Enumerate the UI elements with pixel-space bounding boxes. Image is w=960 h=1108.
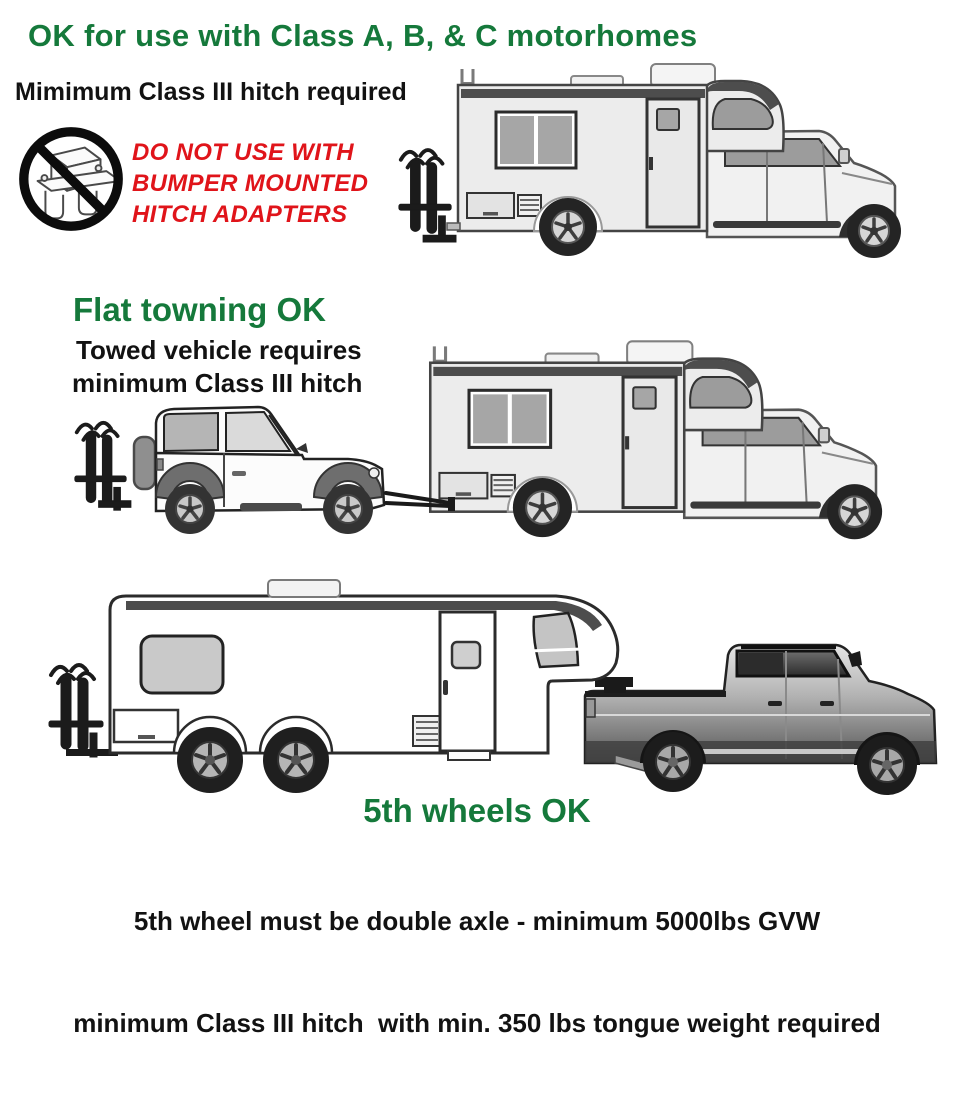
spare-tire (134, 437, 155, 489)
vent-grille (491, 475, 514, 496)
warning-line-2: BUMPER MOUNTED (132, 170, 369, 197)
section3-requirements (30, 836, 924, 1108)
bike-rack-icon (49, 665, 103, 757)
jeep-front-wheel (323, 484, 373, 534)
section1-heading: OK for use with Class A, B, & C motorhomes (28, 18, 698, 53)
fifth-wheel-trailer-illustration (49, 580, 633, 793)
jeep-rear-window (164, 413, 218, 451)
roof-ac-unit (651, 64, 715, 87)
pickup-truck-illustration (585, 645, 936, 795)
bumper-warning-text (132, 137, 368, 230)
gooseneck-window (534, 613, 578, 667)
camper-wheel (513, 478, 572, 537)
truck-rear-wheel (643, 732, 703, 792)
no-bumper-hitch-symbol-icon (12, 120, 130, 238)
section3-heading: 5th wheels OK (363, 792, 591, 829)
fifth-wheel-scene (0, 563, 960, 800)
headlight (369, 468, 379, 478)
vent-grille (518, 195, 541, 216)
roof-ac-unit (268, 580, 340, 597)
entry-step (448, 751, 490, 760)
roof-ac-unit (627, 341, 692, 364)
entry-door (623, 377, 676, 508)
section2-line-1: Towed vehicle requires (76, 335, 362, 365)
section3-line-1: 5th wheel must be double axle - minimum 5000lbs GVW (133, 906, 821, 936)
section2-line-2: minimum Class III hitch (72, 368, 363, 398)
taillight (586, 699, 595, 717)
section1-subheading: Mimimum Class III hitch required (15, 78, 407, 106)
section3-line-2: minimum Class III hitch with min. 350 lbs tongue weight required (73, 1008, 881, 1038)
trailer-door (440, 612, 495, 751)
vent-grille (413, 716, 441, 746)
warning-line-3: HITCH ADAPTERS (132, 201, 348, 228)
tow-bar (386, 493, 455, 511)
bike-rack-icon (75, 423, 131, 510)
entry-door (647, 99, 699, 227)
trailer-window (141, 636, 223, 693)
truck-front-wheel (857, 735, 917, 795)
towed-jeep-illustration (60, 393, 460, 543)
jeep-rear-wheel (165, 484, 215, 534)
rocker-step (240, 503, 302, 511)
camper-wheel (539, 198, 597, 256)
section2-heading: Flat towning OK (73, 291, 326, 328)
class-c-motorhome-illustration (395, 55, 895, 290)
warning-line-1: DO NOT USE WITH (132, 139, 354, 166)
